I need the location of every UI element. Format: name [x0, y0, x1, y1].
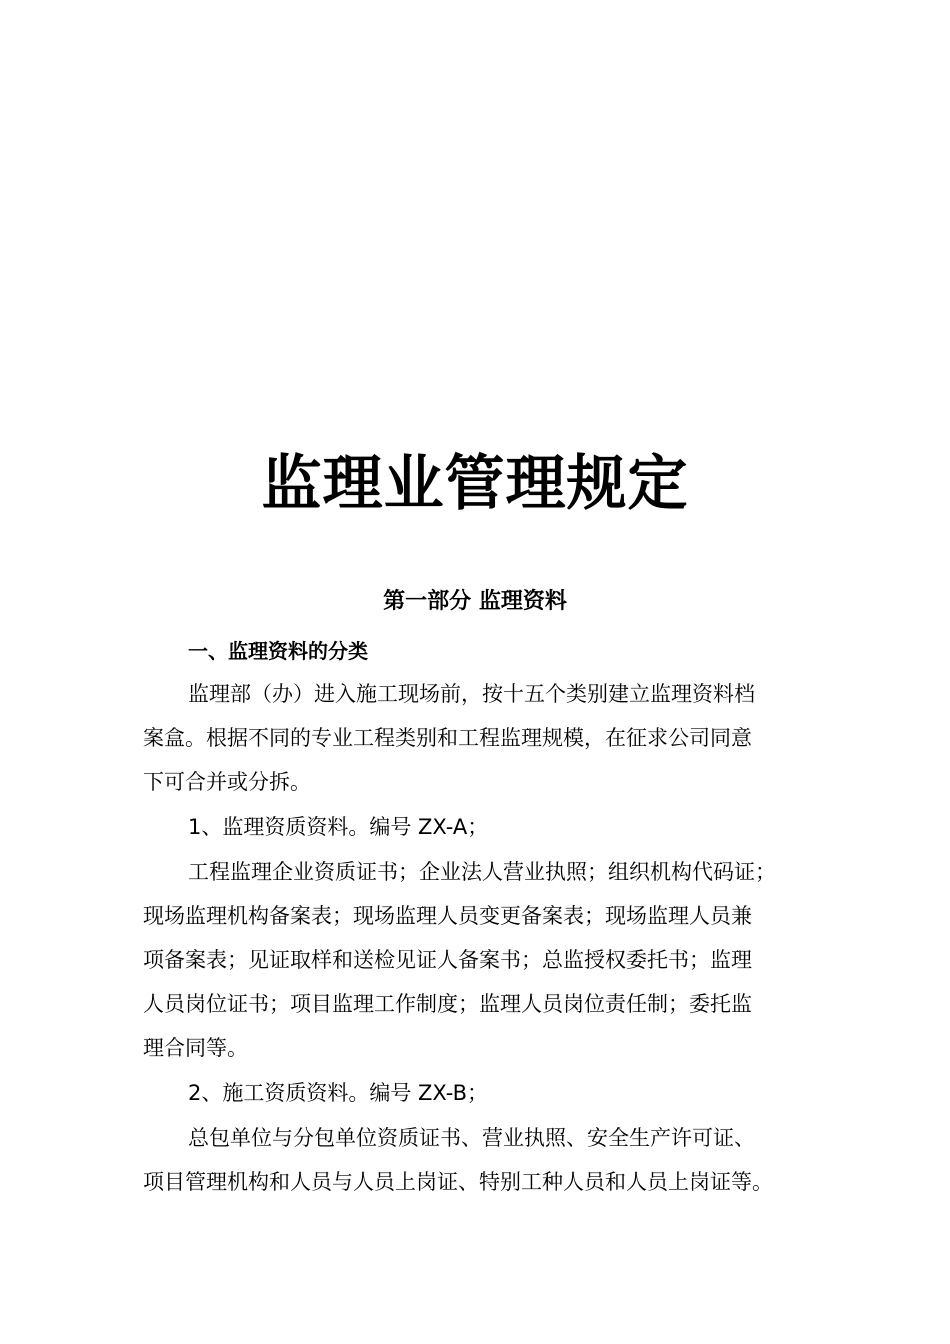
paragraph-line: 案盒。根据不同的专业工程类别和工程监理规模，在征求公司同意: [143, 726, 752, 750]
paragraph-line: 工程监理企业资质证书；企业法人营业执照；组织机构代码证；: [188, 860, 776, 884]
paragraph-line: 下可合并或分拆。: [143, 770, 311, 794]
document-title: 监理业管理规定: [261, 449, 689, 519]
paragraph-line: 项备案表；见证取样和送检见证人备案书；总监授权委托书；监理: [143, 948, 752, 972]
item-2-heading-block: [143, 1071, 823, 1115]
item-2-paragraph: [143, 1116, 823, 1204]
item-2-heading: 2、施工资质资料。编号 ZX-B；: [188, 1081, 488, 1105]
paragraph-line: 现场监理机构备案表；现场监理人员变更备案表；现场监理人员兼: [143, 904, 752, 928]
paragraph-line: 总包单位与分包单位资质证书、营业执照、安全生产许可证、: [188, 1126, 755, 1150]
section-heading: 一、监理资料的分类: [188, 639, 368, 663]
item-1-heading-block: [143, 805, 823, 849]
intro-paragraph: [143, 672, 823, 804]
item-1-paragraph: [143, 850, 823, 1070]
paragraph-line: 人员岗位证书；项目监理工作制度；监理人员岗位责任制；委托监: [143, 992, 752, 1016]
item-1-heading: 1、监理资质资料。编号 ZX-A；: [188, 815, 489, 839]
paragraph-line: 理合同等。: [143, 1036, 248, 1060]
part-title: 第一部分 监理资料: [383, 589, 567, 614]
paragraph-line: 项目管理机构和人员与人员上岗证、特别工种人员和人员上岗证等。: [143, 1170, 773, 1194]
paragraph-line: 监理部（办）进入施工现场前，按十五个类别建立监理资料档: [188, 682, 755, 706]
